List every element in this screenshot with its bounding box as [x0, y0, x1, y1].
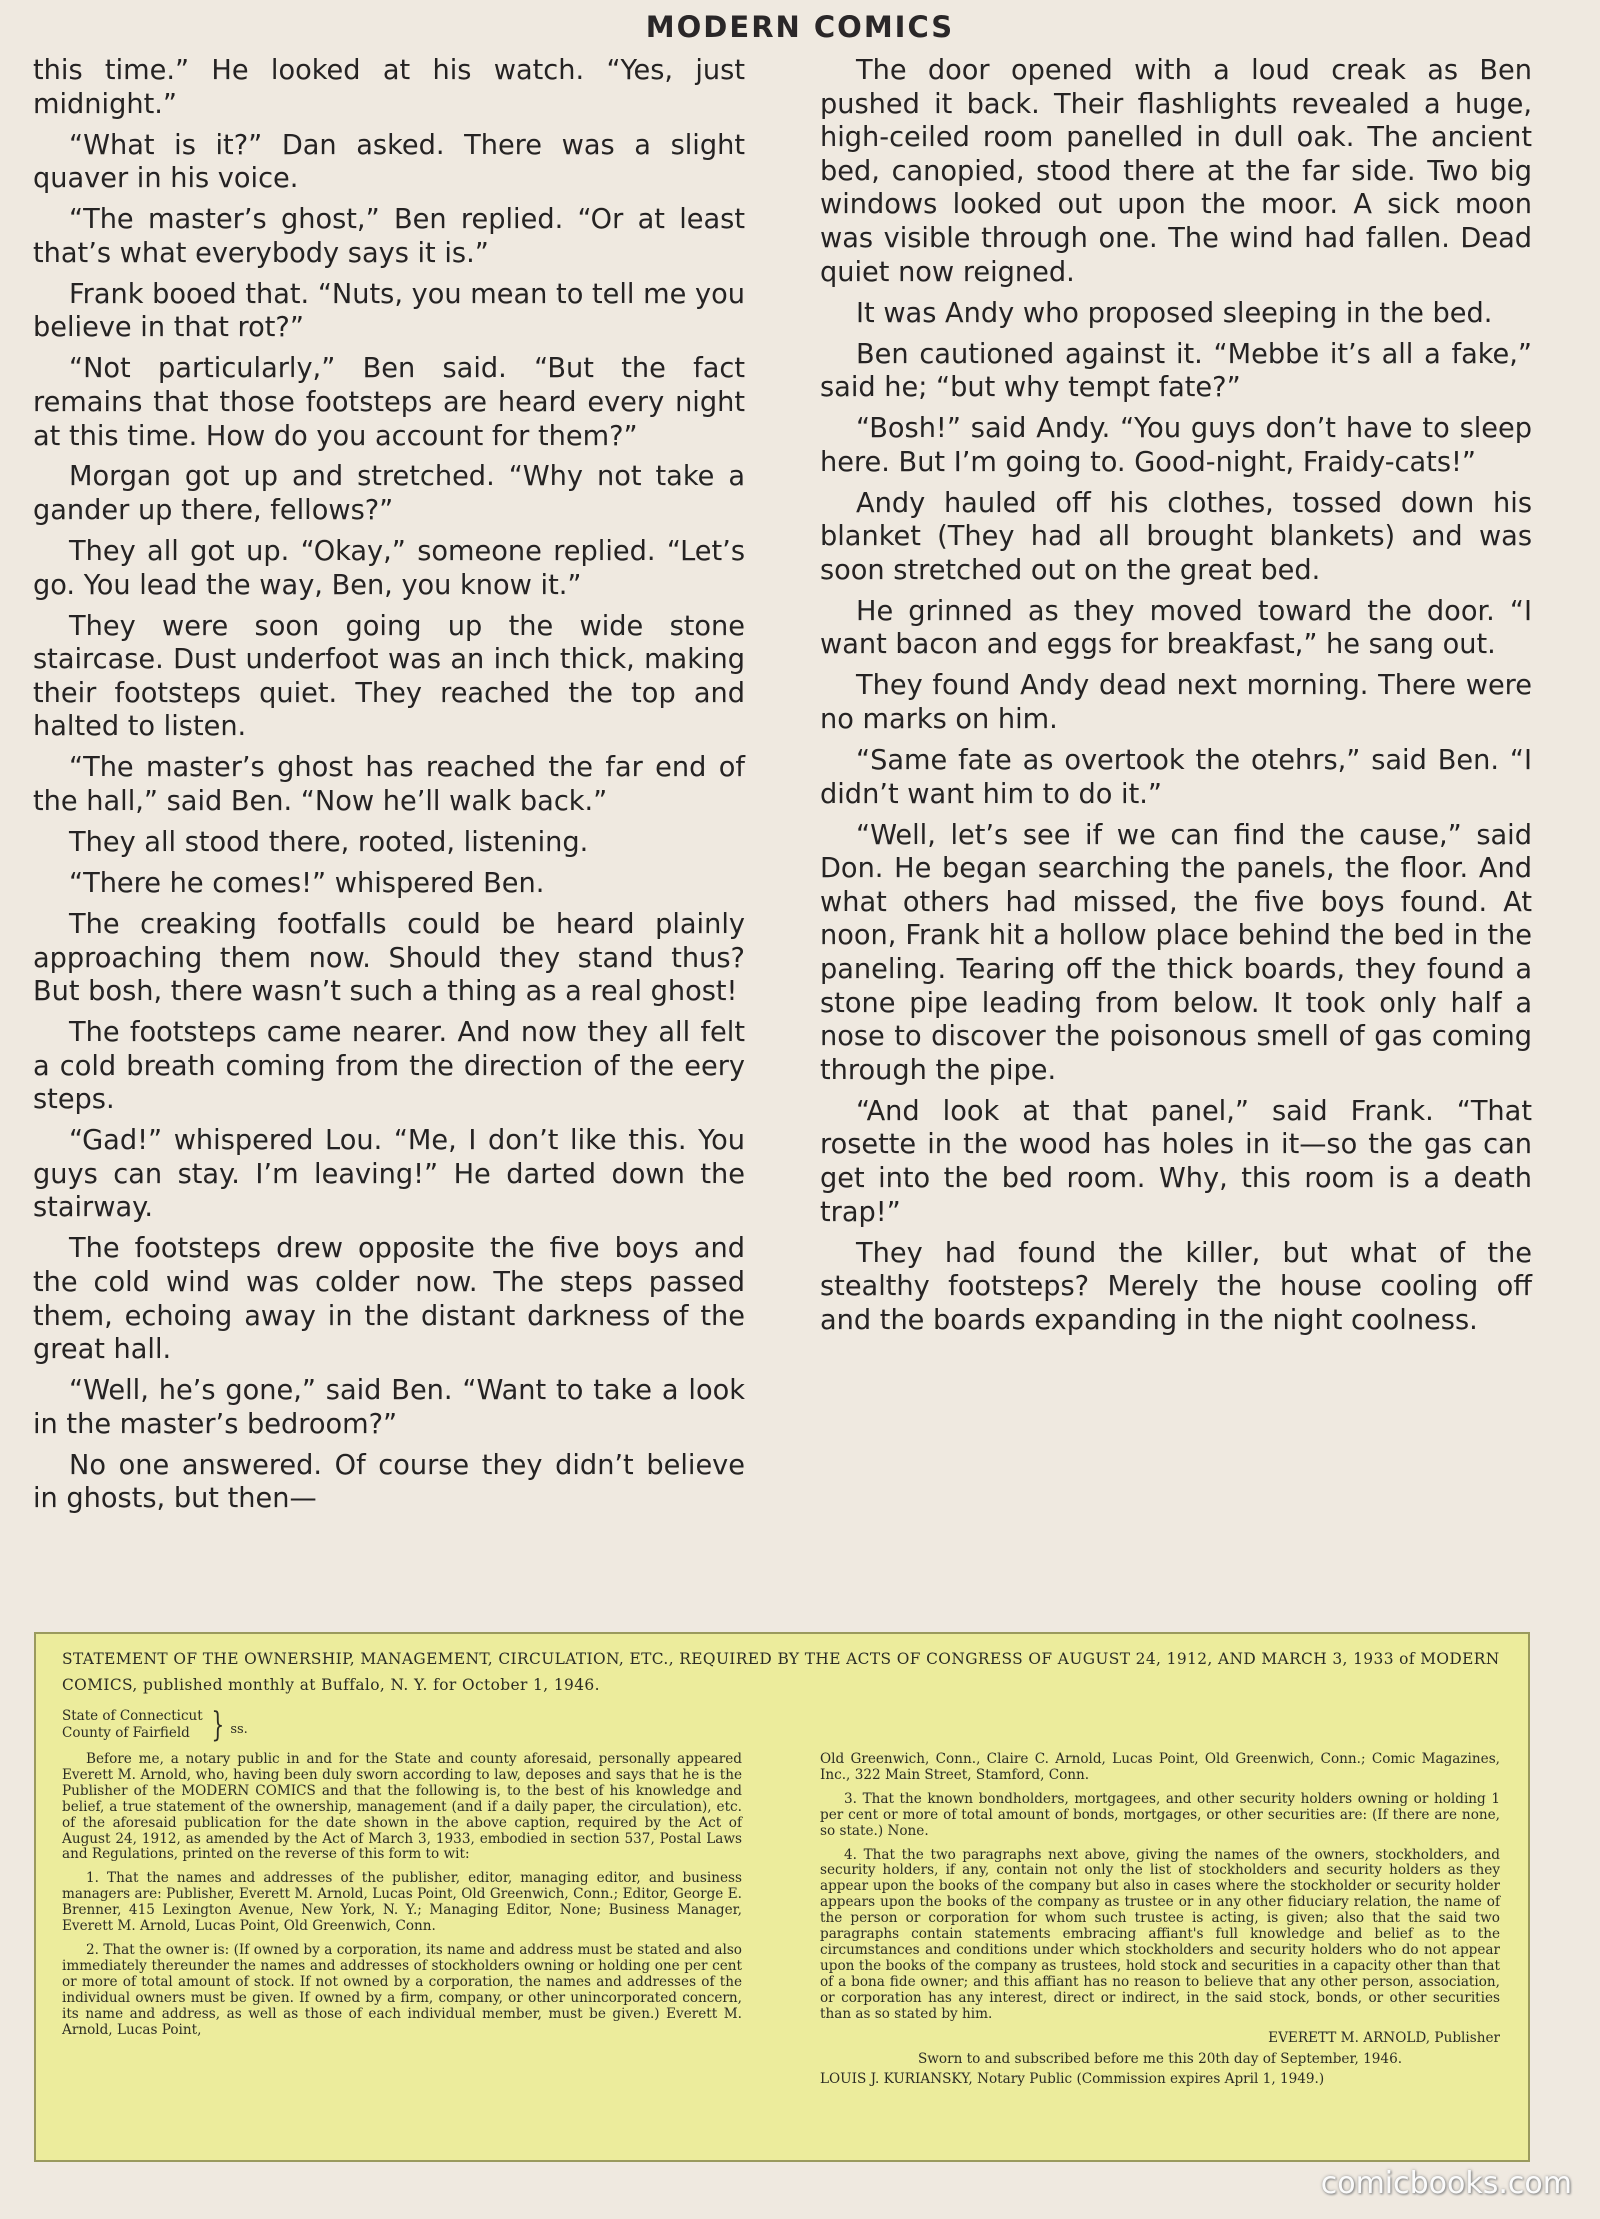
paragraph: Before me, a notary public in and for the State and county aforesaid, personally appeared Everett M. Arnold, who, having been duly sworn according to law, deposes and says that he is the Publisher of the MODERN COMICS and that the following is, to the best of his knowledge and belief, a true statement of the ownership, management (and if a daily paper, the circulation), etc. of the aforesaid publication for the date shown in the above caption, required by the Act of August 24, 1912, as amended by the Act of March 3, 1933, embodied in section 537, Postal Laws and Regulations, printed on the reverse of this form to wit:	[62, 1751, 742, 1863]
paragraph: “Not particularly,” Ben said. “But the fact remains that those footsteps are heard every night at this time. How do you account for them?”	[33, 353, 745, 452]
paragraph: He grinned as they moved toward the door. “I want bacon and eggs for breakfast,” he sang out.	[820, 595, 1532, 661]
paragraph: “Gad!” whispered Lou. “Me, I don’t like this. You guys can stay. I’m leaving!” He darted down the stairway.	[33, 1125, 745, 1224]
notary-line: LOUIS J. KURIANSKY, Notary Public (Commission expires April 1, 1949.)	[820, 2071, 1325, 2088]
statement-heading: STATEMENT OF THE OWNERSHIP, MANAGEMENT, CIRCULATION, ETC., REQUIRED BY THE ACTS OF CONGRESS OF AUGUST 24, 1912, AND MARCH 3, 1933 of MODERN COMICS, published monthly at Buffalo, N. Y. for October 1, 1946.	[62, 1650, 1500, 1694]
paragraph: They found Andy dead next morning. There were no marks on him.	[820, 670, 1532, 736]
venue-state: State of Connecticut	[62, 1708, 203, 1724]
paragraph: “Well, he’s gone,” said Ben. “Want to take a look in the master’s bedroom?”	[33, 1375, 745, 1440]
site-watermark: comicbooks.com	[1320, 2166, 1572, 2201]
statement-right-paragraphs	[820, 1752, 1500, 2023]
paragraph: 4. That the two paragraphs next above, giving the names of the owners, stockholders, and security holders, if any, contain not only the list of stockholders and security holders as they appear upon the books of the company but also in cases where the stockholder or security holder appears upon the books of the company as trustee or in any other fiduciary relation, the name of the person or corporation for whom such trustee is acting, is given; also that the said two paragraphs contain statements embracing affiant's full knowledge and belief as to the circumstances and conditions under which stockholders and security holders who do not appear upon the books of the company as trustees, hold stock and securities in a capacity other than that of a bona fide owner; and this affiant has no reason to believe that any other person, association, or corporation has any interest, direct or indirect, in the said stock, bonds, or other securities than as so stated by him.	[820, 1846, 1500, 2022]
paragraph: this time.” He looked at his watch. “Yes, just midnight.”	[33, 55, 745, 120]
paragraph: “Bosh!” said Andy. “You guys don’t have to sleep here. But I’m going to. Good-night, Fraidy-cats!”	[820, 413, 1532, 478]
paragraph: 3. That the known bondholders, mortgagees, and other security holders owning or holding 1 per cent or more of total amount of bonds, mortgages, or other securities are: (If there are none, so state.) None.	[820, 1790, 1500, 1839]
paragraph: “What is it?” Dan asked. There was a slight quaver in his voice.	[33, 129, 745, 195]
paragraph: Andy hauled off his clothes, tossed down his blanket (They had all brought blankets) and was soon stretched out on the great bed.	[820, 487, 1532, 586]
paragraph: “There he comes!” whispered Ben.	[69, 867, 545, 899]
paragraph: They all got up. “Okay,” someone replied. “Let’s go. You lead the way, Ben, you know it.”	[33, 536, 745, 601]
paragraph: Ben cautioned against it. “Mebbe it’s all a fake,” said he; “but why tempt fate?”	[820, 338, 1532, 404]
venue-ss: ss.	[230, 1721, 248, 1737]
venue-county: County of Fairfield	[62, 1725, 190, 1741]
ownership-statement	[34, 1632, 1530, 2162]
paragraph: “The master’s ghost,” Ben replied. “Or at least that’s what everybody says it is.”	[33, 204, 745, 269]
paragraph: They all stood there, rooted, listening.	[69, 826, 589, 858]
sworn-line: Sworn to and subscribed before me this 20th day of September, 1946.	[917, 2051, 1403, 2068]
paragraph: The footsteps drew opposite the five boys and the cold wind was colder now. The steps passed them, echoing away in the distant darkness of the great hall.	[33, 1233, 745, 1366]
paragraph: 1. That the names and addresses of the publisher, editor, managing editor, and business managers are: Publisher, Everett M. Arnold, Lucas Point, Old Greenwich, Conn.; Editor, George E. Brenner, 415 Lexington Avenue, New York, N. Y.; Managing Editor, None; Business Manager, Everett M. Arnold, Lucas Point, Old Greenwich, Conn.	[62, 1870, 742, 1935]
publisher-signature: EVERETT M. ARNOLD, Publisher	[1268, 2029, 1500, 2046]
venue-block	[62, 1705, 1500, 1745]
paragraph: The creaking footfalls could be heard plainly approaching them now. Should they stand thus? But bosh, there wasn’t such a thing as a real ghost!	[33, 908, 745, 1008]
page-title: MODERN COMICS	[645, 10, 955, 44]
paragraph: The footsteps came nearer. And now they all felt a cold breath coming from the direction of the eery steps.	[33, 1017, 745, 1116]
paragraph: “The master’s ghost has reached the far end of the hall,” said Ben. “Now he’ll walk back.”	[33, 752, 745, 817]
paragraph: No one answered. Of course they didn’t believe in ghosts, but then—	[33, 1449, 745, 1515]
paragraph: They were soon going up the wide stone staircase. Dust underfoot was an inch thick, making their footsteps quiet. They reached the top and halted to listen.	[33, 610, 745, 743]
brace-icon: }	[211, 1705, 224, 1745]
statement-left-column	[62, 1752, 742, 2088]
paragraph: Morgan got up and stretched. “Why not take a gander up there, fellows?”	[33, 461, 745, 527]
paragraph: “And look at that panel,” said Frank. “That rosette in the wood has holes in it—so the gas can get into the bed room. Why, this room is a death trap!”	[820, 1095, 1532, 1228]
story-left-column	[33, 54, 745, 1523]
paragraph: They had found the killer, but what of the stealthy footsteps? Merely the house cooling off and the boards expanding in the night coolness.	[820, 1237, 1532, 1336]
story-right-column	[820, 54, 1532, 1345]
paragraph: “Same fate as overtook the otehrs,” said Ben. “I didn’t want him to do it.”	[820, 745, 1532, 810]
paragraph: 2. That the owner is: (If owned by a corporation, its name and address must be stated and also immediately thereunder the names and addresses of stockholders owning or holding one per cent or more of total amount of stock. If not owned by a corporation, the names and addresses of the individual owners must be given. If owned by a firm, company, or other unincorporated concern, its name and address, as well as those of each individual member, must be given.) Everett M. Arnold, Lucas Point,	[62, 1941, 742, 2038]
paragraph: Old Greenwich, Conn., Claire C. Arnold, Lucas Point, Old Greenwich, Conn.; Comic Magazines, Inc., 322 Main Street, Stamford, Conn.	[820, 1751, 1500, 1783]
paragraph: It was Andy who proposed sleeping in the bed.	[856, 297, 1493, 329]
paragraph: Frank booed that. “Nuts, you mean to tell me you believe in that rot?”	[33, 278, 745, 344]
statement-right-column	[820, 1752, 1500, 2088]
paragraph: “Well, let’s see if we can find the cause,” said Don. He began searching the panels, the floor. And what others had missed, the five boys found. At noon, Frank hit a hollow place behind the bed in the paneling. Tearing off the thick boards, they found a stone pipe leading from below. It took only half a nose to discover the poisonous smell of gas coming through the pipe.	[820, 819, 1532, 1086]
paragraph: The door opened with a loud creak as Ben pushed it back. Their flashlights revealed a huge, high-ceiled room panelled in dull oak. The ancient bed, canopied, stood there at the far side. Two big windows looked out upon the moor. A sick moon was visible through one. The wind had fallen. Dead quiet now reigned.	[820, 55, 1532, 288]
